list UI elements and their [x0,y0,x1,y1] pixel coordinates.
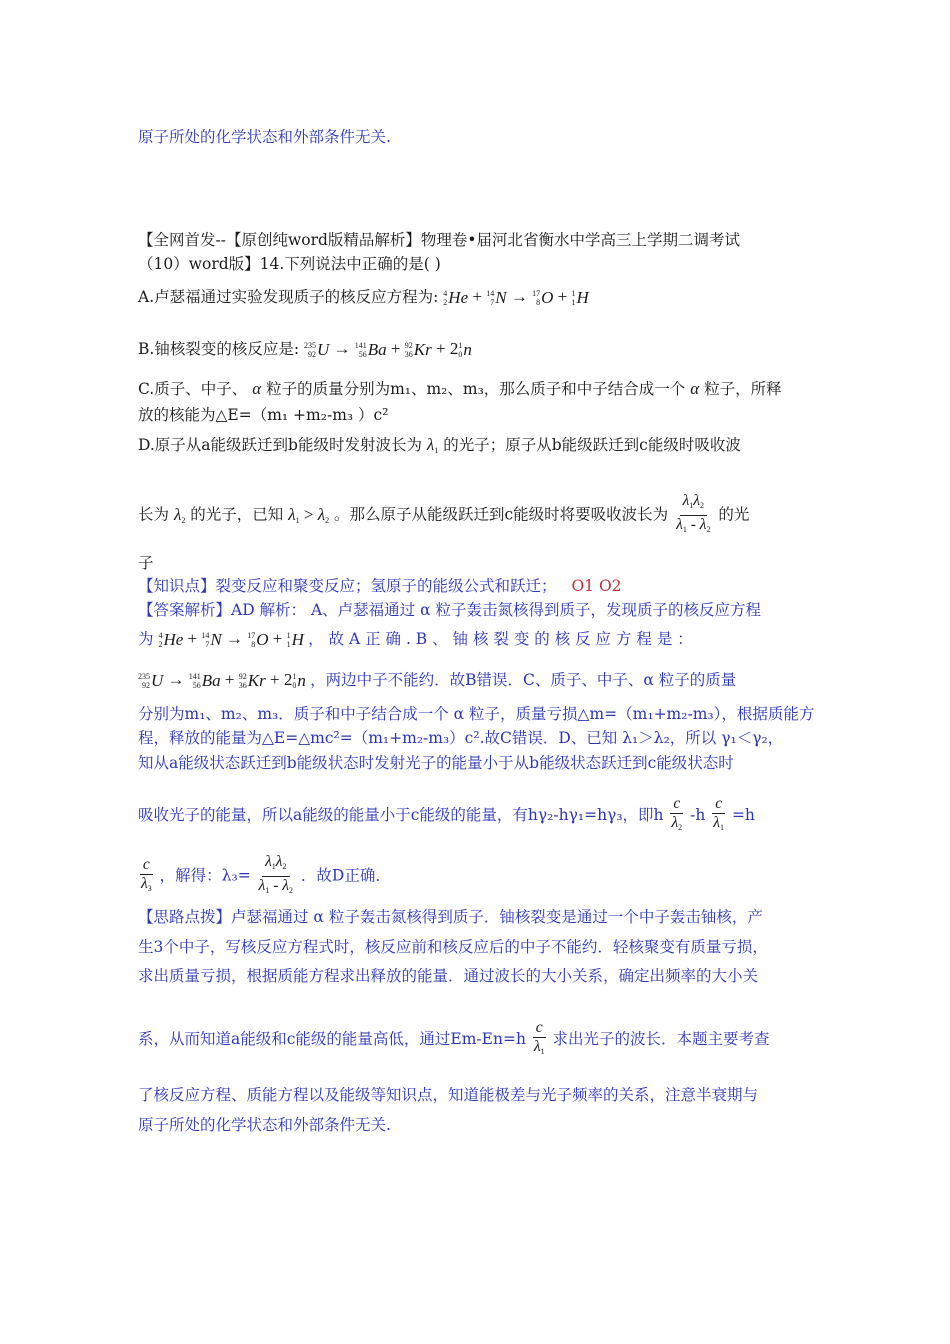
top-continuation-text: 原子所处的化学状态和外部条件无关. [138,128,391,146]
hint-6: 原子所处的化学状态和外部条件无关. [138,1116,391,1134]
option-a [138,286,589,309]
answer-analysis-3: 235 92 U → 141 56 Ba + 92 36 Kr + 2 1 0 n ，两边中子不能约．故B错误．C、质子、中子、α 粒子的质量 [138,670,737,691]
knowledge-point: 【知识点】裂变反应和聚变反应；氢原子的能级公式和跃迁； O1 O2 [138,577,622,595]
hint-4: 系，从而知道a能级和c能级的能量高低，通过Em-En=h $\frac{c}{\lambda_1}$ 求出光子的波长．本题主要考查 [138,1019,770,1056]
answer-analysis-7: 吸收光子的能量，所以a能级的能量小于c能级的能量，有hγ₂-hγ₁=hγ₃，即h $\frac{c}{\lambda_2}$ -h $\frac{c}{\lambda_1}$ =h [138,795,755,832]
option-d-end: 子 [138,554,154,572]
option-c: C.质子、中子、 α 粒子的质量分别为m₁、m₂、m₃，那么质子和中子结合成一个 α 粒子，所释 [138,379,782,398]
option-a-text: A.卢瑟福通过实验发现质子的核反应方程为: [138,288,439,306]
option-c-cont: 放的核能为△E=（m₁ +m₂-m₃ ）c² [138,406,389,424]
question-source-header: 【全网首发--【原创纯word版精品解析】物理卷•届河北省衡水中学高三上学期二调考试 [138,231,741,249]
option-d-fraction: $\frac{\lambda_1\lambda_2}{\lambda_1 - \lambda_2}$ [676,492,711,534]
answer-analysis-4: 分别为m₁、m₂、m₃．质子和中子结合成一个 α 粒子，质量亏损△m=（m₁+m₂-m₃），根据质能方 [138,705,815,723]
answer-analysis-1: 【答案解析】AD 解析： A、卢瑟福通过 α 粒子轰击氮核得到质子，发现质子的核反应方程 [138,601,761,619]
hint-1: 【思路点拨】卢瑟福通过 α 粒子轰击氮核得到质子．铀核裂变是通过一个中子轰击铀核，产 [138,908,763,926]
answer-analysis-5: 程，释放的能量为△E=△mc²=（m₁+m₂-m₃）c².故C错误．D、已知 λ₁＞λ₂，所以 γ₁＜γ₂， [138,729,784,747]
hint-2: 生3个中子，写核反应方程式时，核反应前和核反应后的中子不能约．轻核聚变有质量亏损， [138,938,768,956]
answer-analysis-2: 为 4 2 He + 14 7 N → 17 8 O + 1 1 H ， 故 A 正 确 . B 、 铀 核 裂 变 的 核 反 应 方 程 是 ： [138,629,693,650]
alpha-symbol: α [690,379,700,398]
option-d: D.原子从a能级跃迁到b能级时发射波长为 $\lambda_1$ 的光子；原子从b能级跃迁到c能级时吸收波 [138,435,741,455]
option-b [138,338,472,361]
option-d-cont: 长为 $\lambda_2$ 的光子，已知 $\lambda_1 > \lambda_2$ 。那么原子从能级跃迁到c能级时将要吸收波长为 $\frac{\lambda_1\lambda_2}{\lambda_1 - \lambda_2}$ 的光 [138,492,749,539]
question-stem: （10）word版】14.下列说法中正确的是( ) [138,255,441,273]
answer-analysis-6: 知从a能级状态跃迁到b能级状态时发射光子的能量小于从b能级状态跃迁到c能级状态时 [138,754,734,772]
answer-analysis-8: $\frac{c}{\lambda_3}$ ，解得：λ₃= $\frac{\lambda_1\lambda_2}{\lambda_1 - \lambda_2}$ ．故D正确． [141,853,391,895]
knowledge-codes: O1 O2 [571,577,622,595]
option-b-text: B.铀核裂变的核反应是: [138,340,300,358]
hint-5: 了核反应方程、质能方程以及能级等知识点，知道能极差与光子频率的关系，注意半衰期与 [138,1086,759,1104]
hint-3: 求出质量亏损，根据质能方程求出释放的能量．通过波长的大小关系，确定出频率的大小关 [138,967,759,985]
option-a-equation: 4 2 He + 14 7 N → 17 8 O + 1 1 H [443,287,589,308]
option-b-equation: 235 92 U → 141 56 Ba + 92 36 Kr + 2 1 0 n [303,339,472,360]
alpha-symbol: α [252,379,262,398]
